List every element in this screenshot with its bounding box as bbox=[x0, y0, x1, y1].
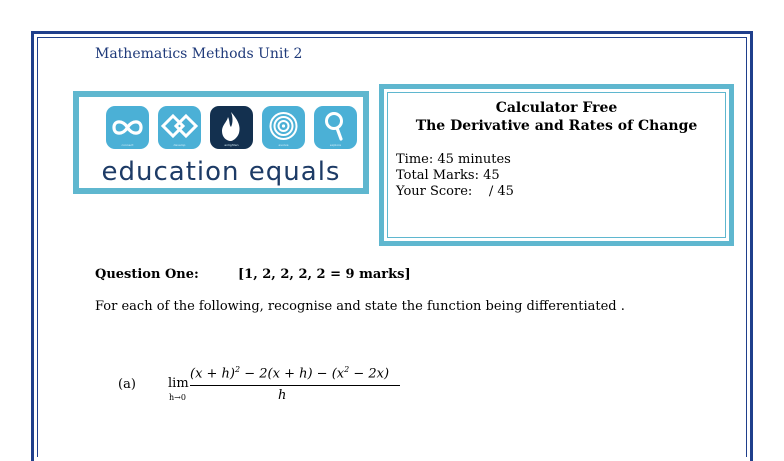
page-header-title: Mathematics Methods Unit 2 bbox=[95, 46, 303, 62]
info-score: Your Score: / 45 bbox=[396, 184, 514, 199]
question-marks: [1, 2, 2, 2, 2 = 9 marks] bbox=[238, 267, 411, 282]
tile-label: enlighten bbox=[224, 143, 239, 147]
lim-operator: lim bbox=[168, 376, 189, 391]
assessment-info-box bbox=[379, 84, 734, 246]
education-equals-logo bbox=[73, 91, 369, 194]
question-instructions: For each of the following, recognise and state the function being differentiated . bbox=[95, 299, 625, 314]
tile-label: explore bbox=[329, 143, 342, 147]
fraction-denominator: h bbox=[278, 388, 287, 403]
info-title-topic: The Derivative and Rates of Change bbox=[415, 118, 698, 134]
fraction-bar bbox=[190, 385, 400, 386]
lim-subscript: h→0 bbox=[169, 393, 186, 402]
tile-label: develop bbox=[173, 143, 186, 147]
diamond-knot-tile bbox=[158, 106, 201, 149]
info-time: Time: 45 minutes bbox=[396, 152, 511, 167]
tile-label: connect bbox=[121, 143, 134, 147]
flame-tile bbox=[210, 106, 253, 149]
info-title-calculator-free: Calculator Free bbox=[495, 100, 618, 116]
info-total-marks: Total Marks: 45 bbox=[396, 168, 500, 183]
part-a-label: (a) bbox=[118, 377, 136, 392]
magnifier-tile bbox=[314, 106, 357, 149]
target-rings-tile bbox=[262, 106, 305, 149]
infinity-tile bbox=[106, 106, 149, 149]
logo-wordmark: education equals bbox=[101, 157, 341, 187]
question-heading: Question One: bbox=[95, 267, 199, 282]
fraction-numerator: $(x + h)^2 - 2(x + h) - (x^2 - 2x)$ bbox=[190, 365, 390, 382]
tile-label: evolve bbox=[278, 143, 289, 147]
